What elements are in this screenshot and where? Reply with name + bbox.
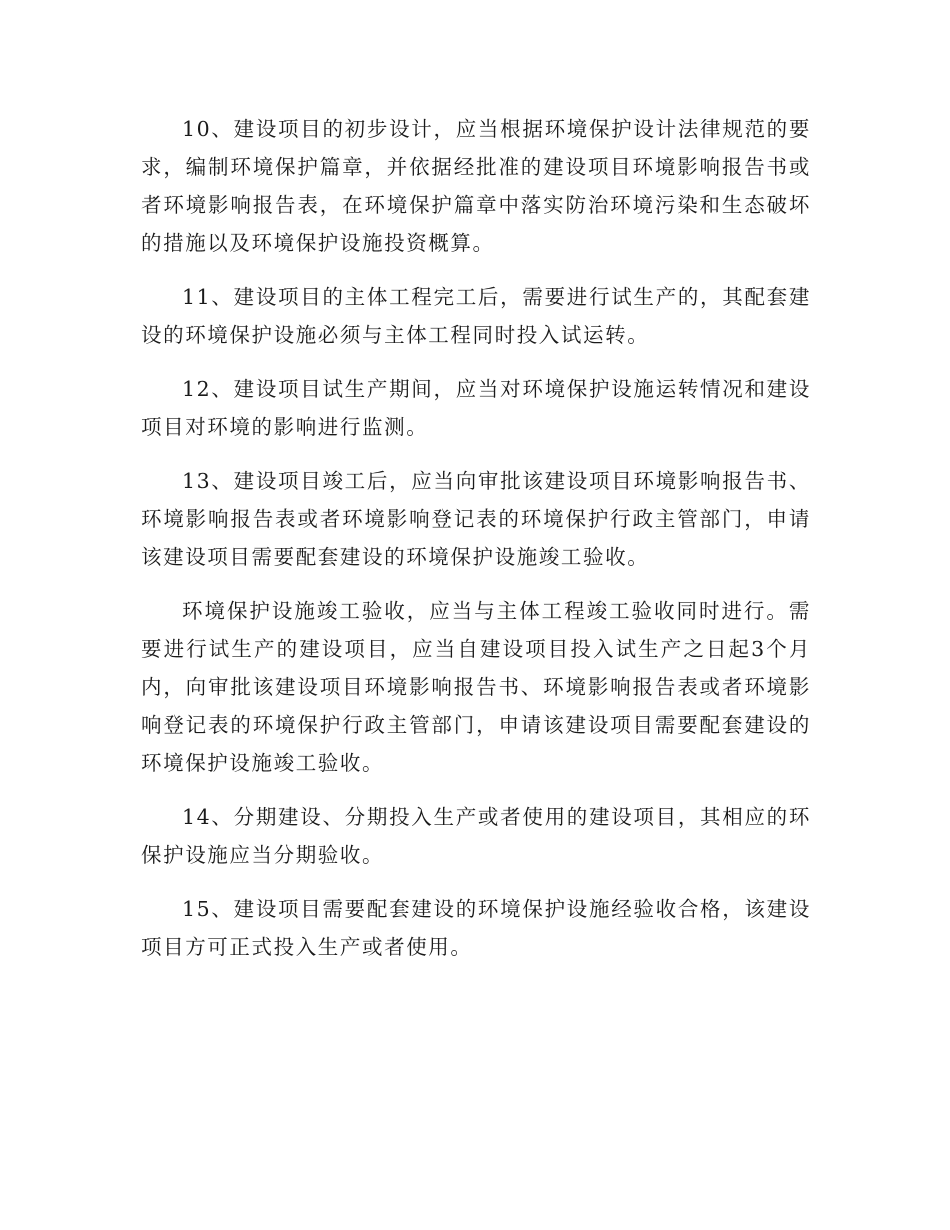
paragraph-12: 12、建设项目试生产期间，应当对环境保护设施运转情况和建设项目对环境的影响进行监测。 (141, 377, 811, 439)
paragraph-14: 14、分期建设、分期投入生产或者使用的建设项目，其相应的环保护设施应当分期验收。 (141, 805, 811, 867)
paragraph-13: 13、建设项目竣工后，应当向审批该建设项目环境影响报告书、环境影响报告表或者环境影响登记表的环境保护行政主管部门，申请该建设项目需要配套建设的环境保护设施竣工验收。 (141, 469, 811, 569)
document-body (141, 110, 811, 982)
paragraph-13-continued: 环境保护设施竣工验收，应当与主体工程竣工验收同时进行。需要进行试生产的建设项目，应当自建设项目投入试生产之日起3个月内，向审批该建设项目环境影响报告书、环境影响报告表或者环境影响登记表的环境保护行政主管部门，申请该建设项目需要配套建设的环境保护设施竣工验收。 (141, 599, 811, 775)
paragraph-15: 15、建设项目需要配套建设的环境保护设施经验收合格，该建设项目方可正式投入生产或者使用。 (141, 897, 811, 959)
paragraph-11: 11、建设项目的主体工程完工后，需要进行试生产的，其配套建设的环境保护设施必须与主体工程同时投入试运转。 (141, 285, 811, 347)
paragraph-10: 10、建设项目的初步设计，应当根据环境保护设计法律规范的要求，编制环境保护篇章，并依据经批准的建设项目环境影响报告书或者环境影响报告表，在环境保护篇章中落实防治环境污染和生态破坏的措施以及环境保护设施投资概算。 (141, 117, 811, 255)
